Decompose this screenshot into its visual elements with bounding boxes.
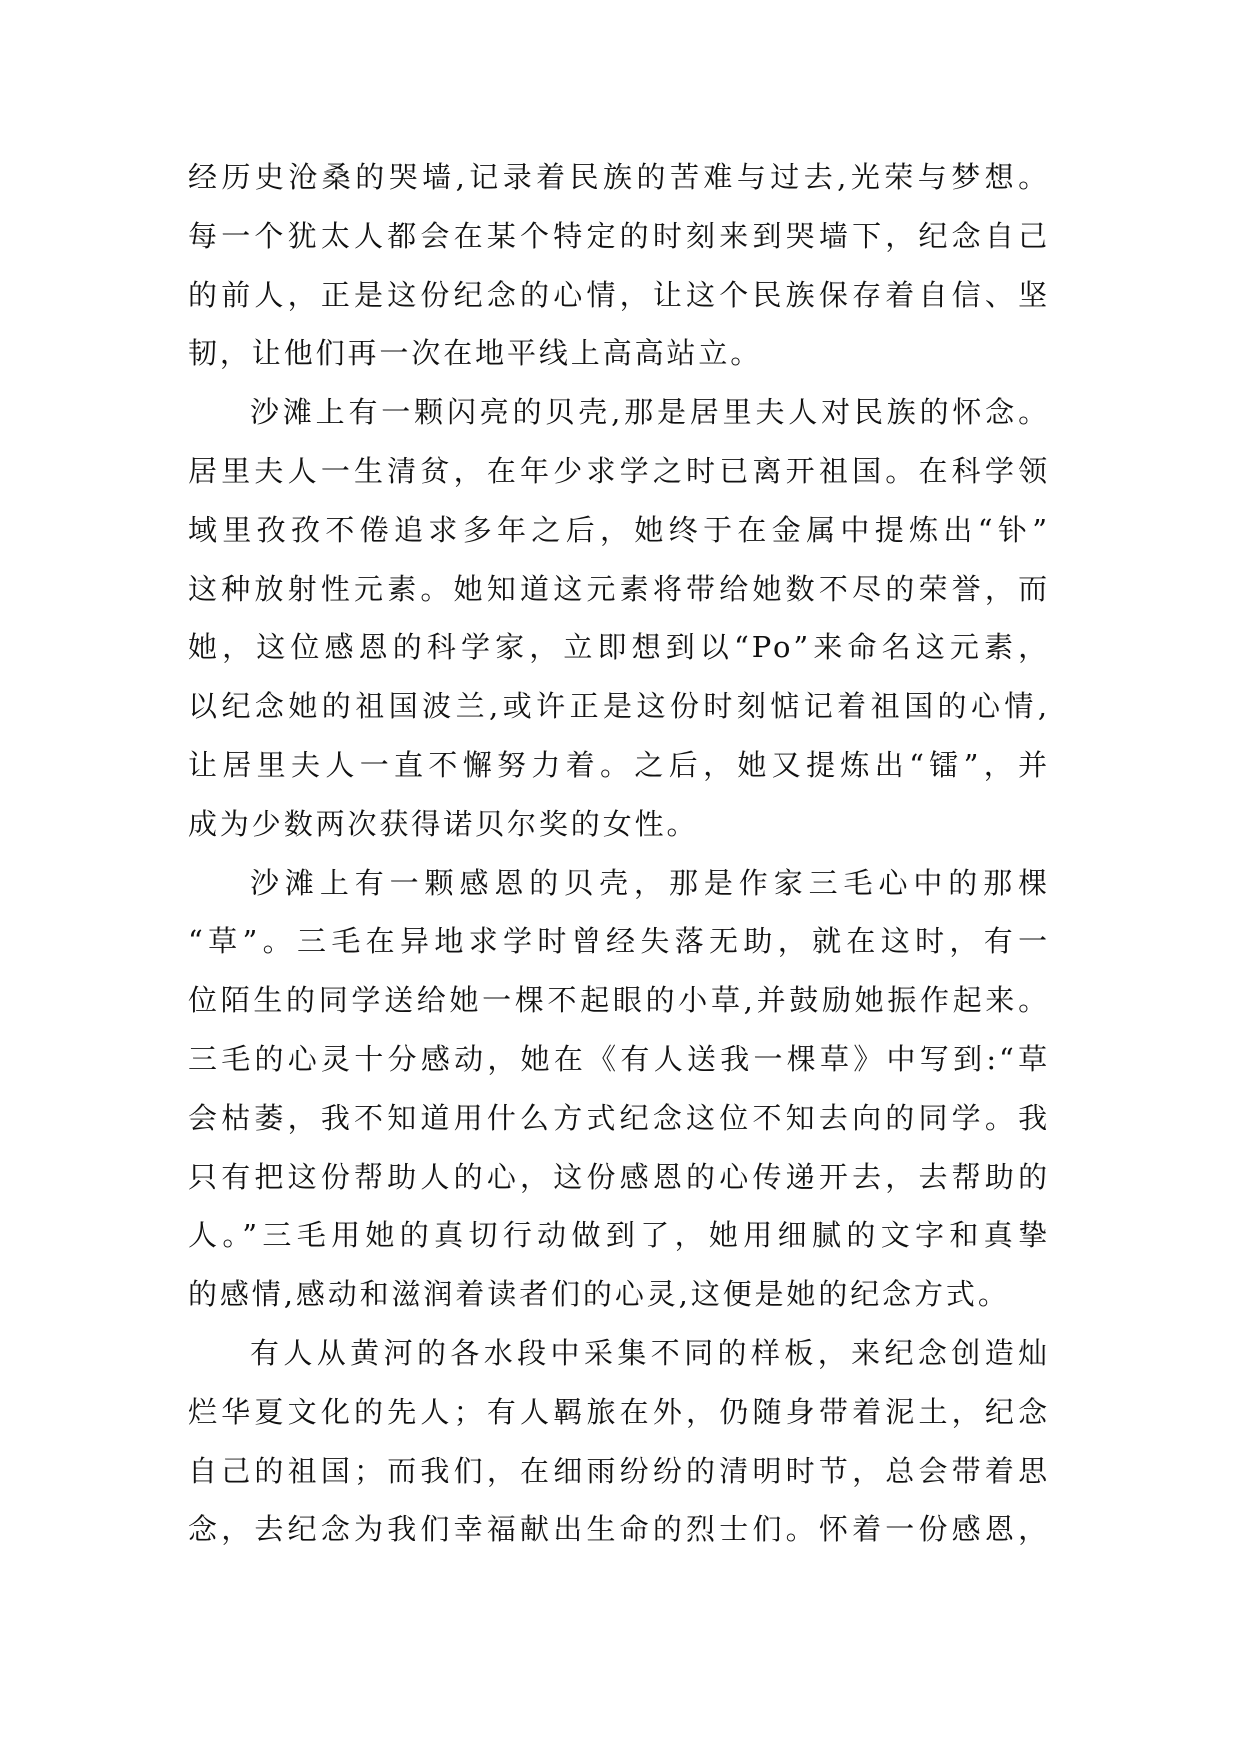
text-line: 念，去纪念为我们幸福献出生命的烈士们。怀着一份感恩，: [188, 1512, 1050, 1547]
body-text: [188, 148, 1050, 1559]
paragraph-first-line: 沙滩上有一颗闪亮的贝壳,那是居里夫人对民族的怀念。: [250, 395, 1050, 430]
text-line: 成为少数两次获得诺贝尔奖的女性。: [188, 806, 699, 841]
text-line: 三毛的心灵十分感动，她在《有人送我一棵草》中写到:“草: [188, 1041, 1050, 1076]
text-line: 经历史沧桑的哭墙,记录着民族的苦难与过去,光荣与梦想。: [188, 160, 1050, 194]
text-line: 人。”三毛用她的真切行动做到了，她用细腻的文字和真挚: [188, 1218, 1050, 1253]
text-line: 每一个犹太人都会在某个特定的时刻来到哭墙下，纪念自己: [188, 218, 1050, 253]
text-line: 位陌生的同学送给她一棵不起眼的小草,并鼓励她振作起来。: [188, 983, 1050, 1018]
text-line: 韧，让他们再一次在地平线上高高站立。: [188, 336, 763, 371]
text-line: 域里孜孜不倦追求多年之后，她终于在金属中提炼出“钋”: [188, 512, 1050, 547]
text-line: 烂华夏文化的先人；有人羁旅在外，仍随身带着泥土，纪念: [188, 1394, 1050, 1429]
text-line: “草”。三毛在异地求学时曾经失落无助，就在这时，有一: [188, 924, 1050, 959]
text-line: 她，这位感恩的科学家，立即想到以“Po”来命名这元素，: [188, 630, 1050, 665]
paragraph-first-line: 有人从黄河的各水段中采集不同的样板，来纪念创造灿: [250, 1335, 1050, 1370]
text-line: 以纪念她的祖国波兰,或许正是这份时刻惦记着祖国的心情,: [188, 689, 1050, 724]
text-line: 让居里夫人一直不懈努力着。之后，她又提炼出“镭”，并: [188, 747, 1050, 782]
text-line: 的感情,感动和滋润着读者们的心灵,这便是她的纪念方式。: [188, 1277, 1010, 1312]
paragraph-first-line: 沙滩上有一颗感恩的贝壳，那是作家三毛心中的那棵: [250, 865, 1050, 900]
text-line: 的前人，正是这份纪念的心情，让这个民族保存着自信、坚: [188, 277, 1050, 312]
text-line: 居里夫人一生清贫，在年少求学之时已离开祖国。在科学领: [188, 453, 1050, 488]
text-line: 会枯萎，我不知道用什么方式纪念这位不知去向的同学。我: [188, 1100, 1050, 1135]
text-line: 这种放射性元素。她知道这元素将带给她数不尽的荣誉，而: [188, 571, 1050, 606]
text-line: 自己的祖国；而我们，在细雨纷纷的清明时节，总会带着思: [188, 1453, 1050, 1488]
text-line: 只有把这份帮助人的心，这份感恩的心传递开去，去帮助的: [188, 1159, 1050, 1194]
